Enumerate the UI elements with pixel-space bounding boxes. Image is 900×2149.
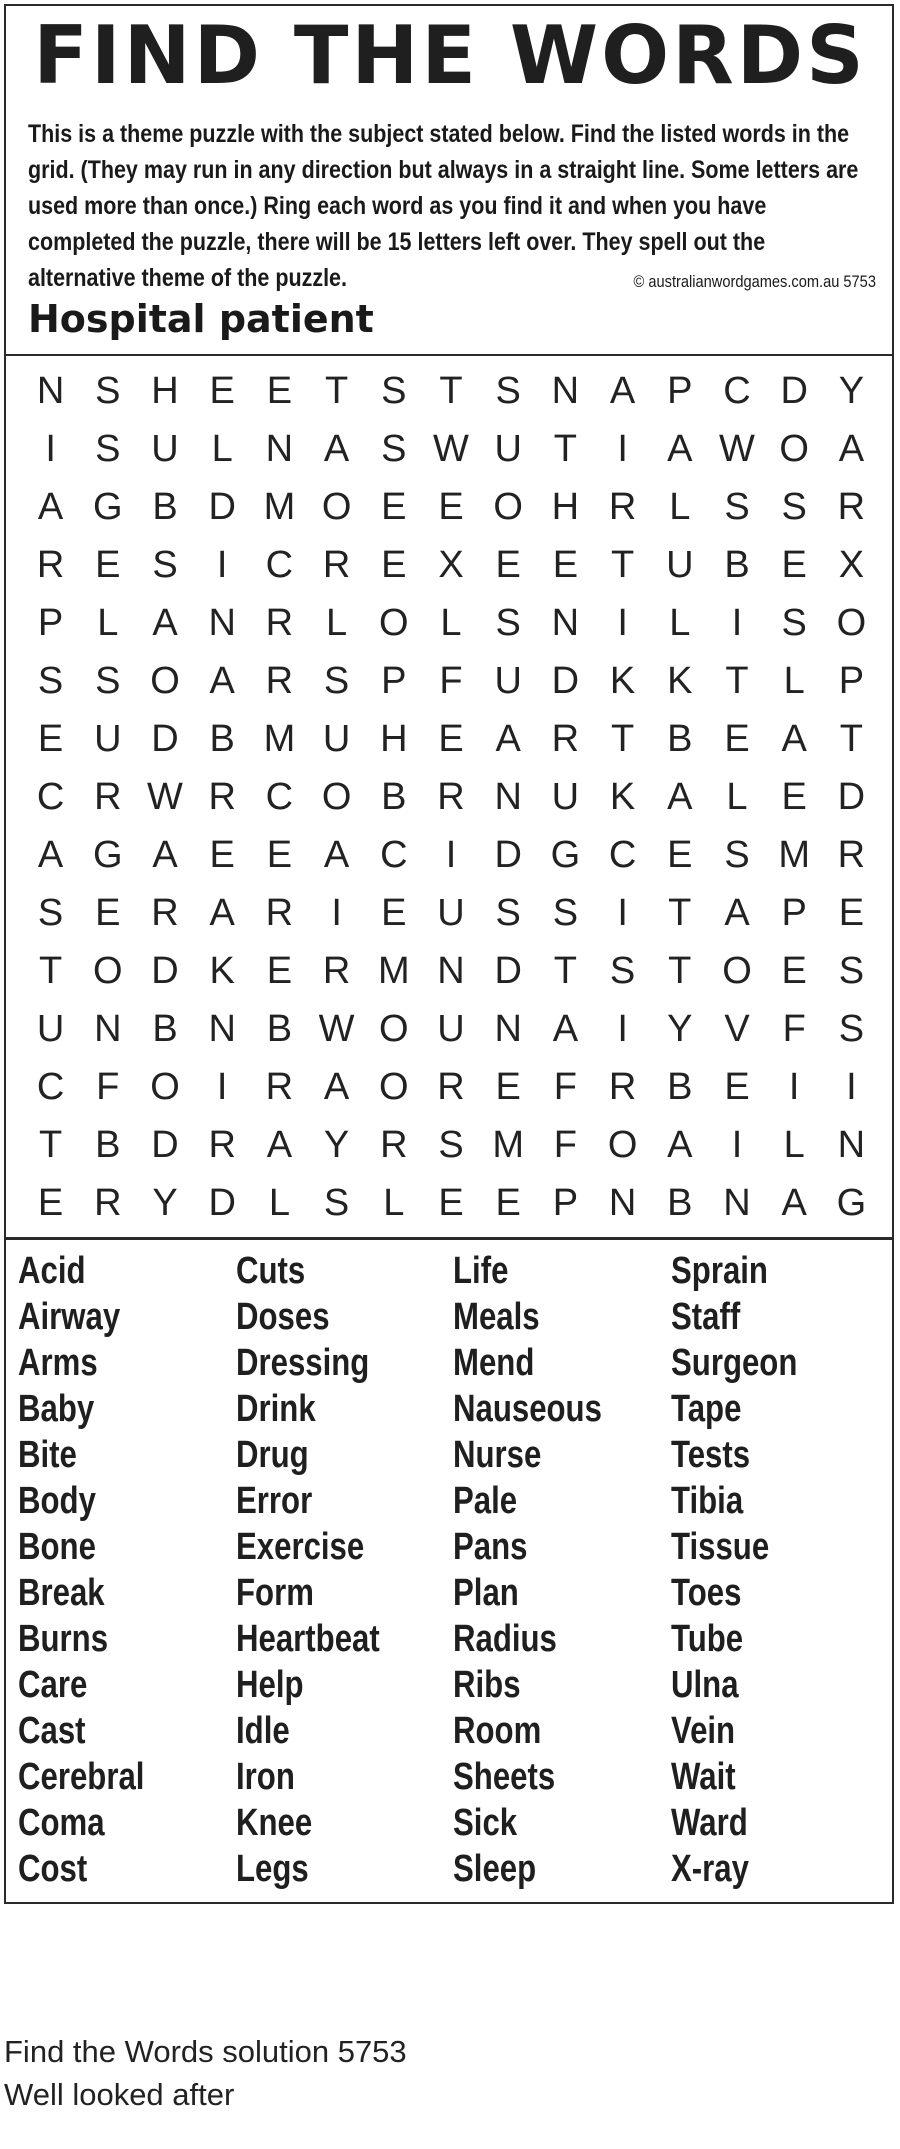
grid-cell[interactable]: L bbox=[669, 485, 691, 528]
word-list-item: Form bbox=[235, 1572, 314, 1614]
grid-cell[interactable]: S bbox=[495, 601, 521, 644]
word-column bbox=[18, 1248, 236, 1898]
grid-cell[interactable]: I bbox=[331, 891, 342, 934]
word-list-item: Mend bbox=[453, 1342, 535, 1384]
grid-cell[interactable]: R bbox=[551, 717, 580, 760]
grid-cell[interactable]: B bbox=[667, 1181, 693, 1224]
grid-cell[interactable]: L bbox=[326, 601, 348, 644]
grid-cell[interactable]: A bbox=[152, 601, 178, 644]
grid-cell[interactable]: F bbox=[782, 1007, 806, 1050]
grid-cell[interactable]: O bbox=[779, 427, 809, 470]
grid-cell[interactable]: G bbox=[93, 833, 123, 876]
grid-cell[interactable]: N bbox=[36, 369, 65, 412]
grid-cell[interactable]: A bbox=[37, 833, 64, 876]
grid-cell[interactable]: I bbox=[731, 601, 743, 644]
word-column bbox=[453, 1248, 671, 1898]
grid-cell[interactable]: T bbox=[610, 717, 635, 760]
word-list-item: Baby bbox=[18, 1388, 95, 1430]
grid-cell[interactable]: T bbox=[668, 949, 692, 992]
grid-cell[interactable]: O bbox=[150, 1065, 180, 1108]
grid-cell[interactable]: N bbox=[837, 1123, 866, 1166]
grid-cell[interactable]: U bbox=[322, 717, 351, 760]
grid-cell[interactable]: B bbox=[381, 775, 407, 818]
grid-cell[interactable]: D bbox=[208, 1181, 236, 1224]
word-list-item: Pale bbox=[453, 1480, 518, 1522]
grid-cell[interactable]: R bbox=[265, 601, 294, 644]
grid-cell[interactable]: R bbox=[437, 775, 465, 818]
grid-cell[interactable]: L bbox=[211, 427, 233, 470]
word-list-item: Break bbox=[18, 1572, 105, 1614]
grid-cell[interactable]: S bbox=[37, 891, 64, 934]
grid-cell[interactable]: X bbox=[438, 543, 464, 586]
word-list-item: Pans bbox=[453, 1526, 528, 1568]
grid-cell[interactable]: Y bbox=[152, 1181, 178, 1224]
grid-cell[interactable]: E bbox=[838, 891, 865, 934]
grid-cell[interactable]: S bbox=[37, 659, 64, 702]
grid-cell[interactable]: I bbox=[45, 427, 56, 470]
grid-cell[interactable]: O bbox=[93, 949, 123, 992]
grid-cell[interactable]: S bbox=[438, 1123, 464, 1166]
grid-cell[interactable]: E bbox=[781, 543, 807, 586]
word-list-item: Meals bbox=[453, 1296, 540, 1338]
grid-cell[interactable]: E bbox=[209, 369, 235, 412]
grid-cell[interactable]: S bbox=[152, 543, 178, 586]
grid-cell[interactable]: S bbox=[95, 659, 121, 702]
grid-cell[interactable]: R bbox=[322, 949, 351, 992]
grid-cell[interactable]: F bbox=[439, 659, 463, 702]
grid-cell[interactable]: I bbox=[445, 833, 457, 876]
grid-cell[interactable]: I bbox=[731, 1123, 743, 1166]
word-list-item: Plan bbox=[453, 1572, 519, 1614]
grid-cell[interactable]: E bbox=[781, 949, 807, 992]
word-list-item: Sprain bbox=[670, 1250, 768, 1292]
grid-cell[interactable]: M bbox=[263, 717, 296, 760]
word-list-item: Iron bbox=[235, 1756, 295, 1798]
grid-cell[interactable]: R bbox=[437, 1065, 465, 1108]
grid-cell[interactable]: M bbox=[778, 833, 811, 876]
grid-cell[interactable]: T bbox=[839, 717, 863, 760]
grid-cell[interactable]: Y bbox=[667, 1007, 693, 1050]
grid-cell[interactable]: C bbox=[36, 1065, 65, 1108]
grid-cell[interactable]: R bbox=[265, 891, 294, 934]
grid-cell[interactable]: N bbox=[551, 369, 580, 412]
grid-cell[interactable]: S bbox=[495, 369, 521, 412]
grid-cell[interactable]: I bbox=[846, 1065, 857, 1108]
grid-cell[interactable]: R bbox=[380, 1123, 408, 1166]
grid-cell[interactable]: E bbox=[266, 369, 293, 412]
word-list-item: Tape bbox=[670, 1388, 741, 1430]
grid-cell[interactable]: T bbox=[38, 949, 63, 992]
grid-cell[interactable]: A bbox=[266, 1123, 293, 1166]
grid-cell[interactable]: L bbox=[440, 601, 462, 644]
grid-cell[interactable]: R bbox=[837, 833, 866, 876]
word-list-item: Heartbeat bbox=[235, 1618, 380, 1660]
grid-cell[interactable]: K bbox=[667, 659, 693, 702]
word-list-item: Drink bbox=[235, 1388, 316, 1430]
word-list-item: Bone bbox=[18, 1526, 96, 1568]
word-list-item: Tibia bbox=[670, 1480, 743, 1522]
grid-cell[interactable]: L bbox=[383, 1181, 405, 1224]
grid-cell[interactable]: N bbox=[551, 601, 580, 644]
word-list-item: Sleep bbox=[453, 1848, 537, 1890]
grid-cell[interactable]: O bbox=[321, 485, 352, 528]
grid-cell[interactable]: C bbox=[608, 833, 637, 876]
grid-cell[interactable]: S bbox=[95, 427, 121, 470]
grid-cell[interactable]: R bbox=[94, 775, 122, 818]
grid-cell[interactable]: O bbox=[379, 1065, 409, 1108]
grid-cell[interactable]: W bbox=[433, 427, 469, 470]
word-list-item: Cuts bbox=[235, 1250, 305, 1292]
grid-cell[interactable]: U bbox=[437, 891, 465, 934]
grid-cell[interactable]: O bbox=[379, 1007, 409, 1050]
grid-cell[interactable]: D bbox=[837, 775, 866, 818]
grid-cell[interactable]: G bbox=[550, 833, 581, 876]
grid-cell[interactable]: N bbox=[265, 427, 294, 470]
word-list-item: Tissue bbox=[670, 1526, 769, 1568]
grid-cell[interactable]: S bbox=[781, 601, 807, 644]
grid-cell[interactable]: O bbox=[150, 659, 180, 702]
grid-cell[interactable]: B bbox=[266, 1007, 293, 1050]
grid-cell[interactable]: L bbox=[268, 1181, 290, 1224]
word-list-item: Body bbox=[18, 1480, 96, 1522]
word-column bbox=[671, 1248, 889, 1898]
word-list-item: Room bbox=[453, 1710, 542, 1752]
grid-cell[interactable]: U bbox=[36, 1007, 65, 1050]
grid-cell[interactable]: E bbox=[266, 833, 293, 876]
puzzle-theme: Hospital patient bbox=[28, 297, 374, 341]
word-list-item: Bite bbox=[18, 1434, 77, 1476]
grid-cell[interactable]: W bbox=[318, 1007, 355, 1050]
grid-cell[interactable]: S bbox=[609, 949, 636, 992]
grid-cell[interactable]: E bbox=[667, 833, 693, 876]
grid-cell[interactable]: M bbox=[377, 949, 410, 992]
word-list-item: Care bbox=[18, 1664, 88, 1706]
grid-cell[interactable]: B bbox=[667, 717, 693, 760]
grid-cell[interactable]: A bbox=[667, 1123, 693, 1166]
grid-cell[interactable]: L bbox=[669, 601, 691, 644]
grid-cell[interactable]: E bbox=[37, 717, 64, 760]
grid-cell[interactable]: R bbox=[151, 891, 179, 934]
word-list-item: Ribs bbox=[453, 1664, 521, 1706]
word-list-item: Help bbox=[235, 1664, 304, 1706]
word-list-item: Surgeon bbox=[670, 1342, 797, 1384]
word-list-item: Tests bbox=[670, 1434, 750, 1476]
grid-cell[interactable]: E bbox=[266, 949, 293, 992]
word-list-item: Wait bbox=[670, 1756, 736, 1798]
grid-cell[interactable]: S bbox=[838, 949, 865, 992]
grid-cell[interactable]: G bbox=[836, 1181, 867, 1224]
grid-cell[interactable]: C bbox=[723, 369, 751, 412]
grid-cell[interactable]: P bbox=[781, 891, 807, 934]
word-list-item: Tube bbox=[670, 1618, 743, 1660]
grid-cell[interactable]: E bbox=[381, 543, 407, 586]
grid-cell[interactable]: H bbox=[551, 485, 580, 528]
grid-cell[interactable]: R bbox=[837, 485, 866, 528]
grid-cell[interactable]: N bbox=[723, 1181, 751, 1224]
grid-cell[interactable]: B bbox=[95, 1123, 121, 1166]
grid-cell[interactable]: A bbox=[838, 427, 865, 470]
grid-cell[interactable]: L bbox=[783, 1123, 805, 1166]
grid-cell[interactable]: U bbox=[494, 659, 522, 702]
grid-cell[interactable]: S bbox=[781, 485, 807, 528]
word-list-item: Life bbox=[453, 1250, 509, 1292]
grid-cell[interactable]: I bbox=[216, 1065, 228, 1108]
grid-cell[interactable]: A bbox=[152, 833, 178, 876]
grid-cell[interactable]: C bbox=[36, 775, 65, 818]
grid-cell[interactable]: Y bbox=[838, 369, 865, 412]
grid-cell[interactable]: R bbox=[608, 1065, 637, 1108]
grid-cell[interactable]: V bbox=[724, 1007, 750, 1050]
grid-cell[interactable]: W bbox=[147, 775, 183, 818]
word-list-item: X-ray bbox=[670, 1848, 749, 1890]
grid-cell[interactable]: P bbox=[37, 601, 64, 644]
grid-cell[interactable]: A bbox=[667, 775, 693, 818]
grid-cell[interactable]: N bbox=[94, 1007, 122, 1050]
grid-cell[interactable]: O bbox=[379, 601, 409, 644]
grid-cell[interactable]: C bbox=[380, 833, 408, 876]
grid-cell[interactable]: O bbox=[722, 949, 752, 992]
grid-cell[interactable]: A bbox=[667, 427, 693, 470]
word-list-item: Doses bbox=[235, 1296, 330, 1338]
grid-cell[interactable]: S bbox=[724, 833, 750, 876]
grid-cell[interactable]: S bbox=[381, 427, 407, 470]
grid-cell[interactable]: N bbox=[494, 775, 522, 818]
grid-cell[interactable]: Y bbox=[323, 1123, 350, 1166]
grid-cell[interactable]: A bbox=[552, 1007, 579, 1050]
grid-cell[interactable]: R bbox=[322, 543, 351, 586]
grid-cell[interactable]: D bbox=[494, 833, 522, 876]
grid-cell[interactable]: R bbox=[265, 1065, 294, 1108]
grid-cell[interactable]: R bbox=[265, 659, 294, 702]
word-list-item: Ulna bbox=[670, 1664, 739, 1706]
word-list bbox=[18, 1248, 888, 1898]
grid-cell[interactable]: T bbox=[725, 659, 749, 702]
grid-cell[interactable]: U bbox=[494, 427, 522, 470]
grid-cell[interactable]: A bbox=[323, 833, 350, 876]
grid-cell[interactable]: C bbox=[265, 775, 294, 818]
grid-cell[interactable]: O bbox=[607, 1123, 638, 1166]
grid-cell[interactable]: E bbox=[438, 485, 464, 528]
word-list-item: Idle bbox=[235, 1710, 290, 1752]
word-column bbox=[236, 1248, 454, 1898]
grid-cell[interactable]: H bbox=[380, 717, 408, 760]
word-list-item: Legs bbox=[235, 1848, 309, 1890]
grid-cell[interactable]: E bbox=[495, 1065, 521, 1108]
grid-cell[interactable]: R bbox=[94, 1181, 122, 1224]
grid-cell[interactable]: A bbox=[724, 891, 750, 934]
word-list-item: Airway bbox=[18, 1296, 121, 1338]
copyright-credit: © australianwordgames.com.au 5753 bbox=[633, 272, 876, 291]
grid-cell[interactable]: T bbox=[668, 891, 692, 934]
grid-cell[interactable]: A bbox=[781, 717, 807, 760]
grid-cell[interactable]: E bbox=[495, 543, 521, 586]
grid-cell[interactable]: T bbox=[38, 1123, 63, 1166]
word-list-item: Nauseous bbox=[453, 1388, 602, 1430]
grid-cell[interactable]: R bbox=[208, 1123, 236, 1166]
grid-cell[interactable]: R bbox=[608, 485, 637, 528]
grid-cell[interactable]: P bbox=[838, 659, 865, 702]
grid-cell[interactable]: F bbox=[553, 1065, 577, 1108]
grid-cell[interactable]: T bbox=[439, 369, 463, 412]
word-list-item: Error bbox=[235, 1480, 312, 1522]
grid-cell[interactable]: D bbox=[151, 717, 179, 760]
word-list-item: Sheets bbox=[453, 1756, 556, 1798]
grid-cell[interactable]: K bbox=[209, 949, 235, 992]
grid-cell[interactable]: A bbox=[609, 369, 636, 412]
grid-cell[interactable]: H bbox=[151, 369, 179, 412]
grid-cell[interactable]: S bbox=[323, 659, 350, 702]
grid-cell[interactable]: U bbox=[437, 1007, 465, 1050]
grid-cell[interactable]: I bbox=[788, 1065, 800, 1108]
grid-cell[interactable]: S bbox=[95, 369, 121, 412]
grid-cell[interactable]: N bbox=[608, 1181, 637, 1224]
grid-cell[interactable]: N bbox=[437, 949, 465, 992]
grid-cell[interactable]: M bbox=[263, 485, 296, 528]
grid-cell[interactable]: K bbox=[609, 775, 636, 818]
word-list-item: Staff bbox=[670, 1296, 740, 1338]
word-list-item: Cast bbox=[18, 1710, 86, 1752]
instructions-text: This is a theme puzzle with the subject stated below. Find the listed words in the grid. (They may run in any direction but always in a straight line. Some letters are used more than once.) Ring each word as you find it and when you have completed the puzzle, there will be 15 letters left over. They spell out the alternative theme of the puzzle. bbox=[28, 120, 859, 292]
grid-cell[interactable]: E bbox=[438, 1181, 464, 1224]
grid-cell[interactable]: B bbox=[667, 1065, 693, 1108]
word-list-item: Drug bbox=[235, 1434, 309, 1476]
puzzle-title: FIND THE WORDS bbox=[33, 9, 867, 102]
grid-cell[interactable]: W bbox=[719, 427, 755, 470]
grid-cell[interactable]: B bbox=[152, 485, 178, 528]
grid-cell[interactable]: M bbox=[492, 1123, 525, 1166]
grid-cell[interactable]: E bbox=[37, 1181, 64, 1224]
solution-note bbox=[4, 2030, 407, 2116]
grid-cell[interactable]: E bbox=[438, 717, 464, 760]
grid-cell[interactable]: C bbox=[265, 543, 294, 586]
grid-cell[interactable]: P bbox=[552, 1181, 579, 1224]
grid-cell[interactable]: N bbox=[208, 1007, 236, 1050]
grid-cell[interactable]: D bbox=[494, 949, 522, 992]
grid-cell[interactable]: N bbox=[208, 601, 236, 644]
grid-cell[interactable]: K bbox=[609, 659, 636, 702]
grid-cell[interactable]: G bbox=[93, 485, 123, 528]
grid-cell[interactable]: E bbox=[495, 1181, 521, 1224]
grid-cell[interactable]: E bbox=[724, 1065, 750, 1108]
word-list-item: Ward bbox=[670, 1802, 748, 1844]
grid-cell[interactable]: E bbox=[209, 833, 235, 876]
grid-cell[interactable]: E bbox=[724, 717, 750, 760]
grid-cell[interactable]: B bbox=[152, 1007, 178, 1050]
word-list-item: Cost bbox=[18, 1848, 88, 1890]
grid-cell[interactable]: S bbox=[838, 1007, 865, 1050]
grid-cell[interactable]: T bbox=[324, 369, 349, 412]
word-list-item: Sick bbox=[453, 1802, 518, 1844]
divider-top bbox=[4, 354, 894, 356]
grid-cell[interactable]: E bbox=[381, 891, 407, 934]
grid-cell[interactable]: L bbox=[97, 601, 119, 644]
grid-cell[interactable]: A bbox=[209, 659, 235, 702]
grid-cell[interactable]: P bbox=[381, 659, 407, 702]
grid-cell[interactable]: U bbox=[94, 717, 122, 760]
word-list-item: Coma bbox=[18, 1802, 105, 1844]
word-list-item: Cerebral bbox=[18, 1756, 145, 1798]
grid-cell[interactable]: L bbox=[726, 775, 748, 818]
grid-cell[interactable]: S bbox=[323, 1181, 350, 1224]
grid-cell[interactable]: F bbox=[553, 1123, 577, 1166]
grid-cell[interactable]: T bbox=[553, 427, 577, 470]
grid-cell[interactable]: I bbox=[617, 427, 628, 470]
grid-cell[interactable]: R bbox=[36, 543, 65, 586]
grid-cell[interactable]: A bbox=[781, 1181, 807, 1224]
grid-cell[interactable]: A bbox=[209, 891, 235, 934]
grid-cell[interactable]: U bbox=[151, 427, 179, 470]
grid-cell[interactable]: D bbox=[780, 369, 808, 412]
word-list-item: Radius bbox=[453, 1618, 557, 1660]
grid-cell[interactable]: O bbox=[836, 601, 867, 644]
word-list-item: Dressing bbox=[235, 1342, 369, 1384]
grid-cell[interactable]: S bbox=[724, 485, 750, 528]
grid-cell[interactable]: F bbox=[96, 1065, 120, 1108]
divider-bottom bbox=[4, 1237, 894, 1240]
grid-cell[interactable]: T bbox=[553, 949, 577, 992]
word-list-item: Acid bbox=[18, 1250, 86, 1292]
grid-cell[interactable]: I bbox=[617, 1007, 628, 1050]
grid-cell[interactable]: A bbox=[323, 427, 350, 470]
grid-cell[interactable]: O bbox=[493, 485, 523, 528]
grid-cell[interactable]: R bbox=[208, 775, 236, 818]
grid-cell[interactable]: D bbox=[151, 1123, 179, 1166]
word-list-item: Arms bbox=[18, 1342, 98, 1384]
grid-cell[interactable]: E bbox=[552, 543, 579, 586]
grid-cell[interactable]: I bbox=[617, 601, 628, 644]
puzzle-instructions bbox=[28, 116, 876, 300]
grid-cell[interactable]: B bbox=[209, 717, 235, 760]
grid-cell[interactable]: D bbox=[151, 949, 179, 992]
grid-cell[interactable]: L bbox=[783, 659, 805, 702]
grid-cell[interactable]: A bbox=[495, 717, 521, 760]
solution-title: Find the Words solution 5753 bbox=[4, 2034, 407, 2069]
word-list-item: Exercise bbox=[235, 1526, 364, 1568]
grid-cell[interactable]: I bbox=[216, 543, 228, 586]
grid-cell[interactable]: O bbox=[321, 775, 352, 818]
grid-cell[interactable]: P bbox=[667, 369, 693, 412]
grid-cell[interactable]: S bbox=[381, 369, 407, 412]
grid-cell[interactable]: U bbox=[666, 543, 694, 586]
grid-cell[interactable]: E bbox=[381, 485, 407, 528]
grid-cell[interactable]: E bbox=[781, 775, 807, 818]
solution-answer: Well looked after bbox=[4, 2077, 235, 2112]
word-list-item: Nurse bbox=[453, 1434, 542, 1476]
letter-grid bbox=[22, 362, 880, 1232]
grid-cell[interactable]: S bbox=[495, 891, 521, 934]
grid-cell[interactable]: E bbox=[95, 543, 121, 586]
grid-cell[interactable]: T bbox=[610, 543, 635, 586]
word-list-item: Vein bbox=[670, 1710, 735, 1752]
grid-cell[interactable]: E bbox=[95, 891, 121, 934]
grid-cell[interactable]: A bbox=[37, 485, 64, 528]
grid-cell[interactable]: B bbox=[724, 543, 750, 586]
grid-cell[interactable]: N bbox=[494, 1007, 522, 1050]
grid-cell[interactable]: I bbox=[617, 891, 628, 934]
grid-cell[interactable]: S bbox=[552, 891, 579, 934]
word-list-item: Burns bbox=[18, 1618, 109, 1660]
word-list-item: Knee bbox=[235, 1802, 312, 1844]
grid-cell[interactable]: A bbox=[323, 1065, 350, 1108]
grid-cell[interactable]: U bbox=[551, 775, 580, 818]
grid-cell[interactable]: D bbox=[551, 659, 580, 702]
word-list-item: Toes bbox=[670, 1572, 741, 1614]
grid-cell[interactable]: D bbox=[208, 485, 236, 528]
grid-cell[interactable]: X bbox=[838, 543, 865, 586]
